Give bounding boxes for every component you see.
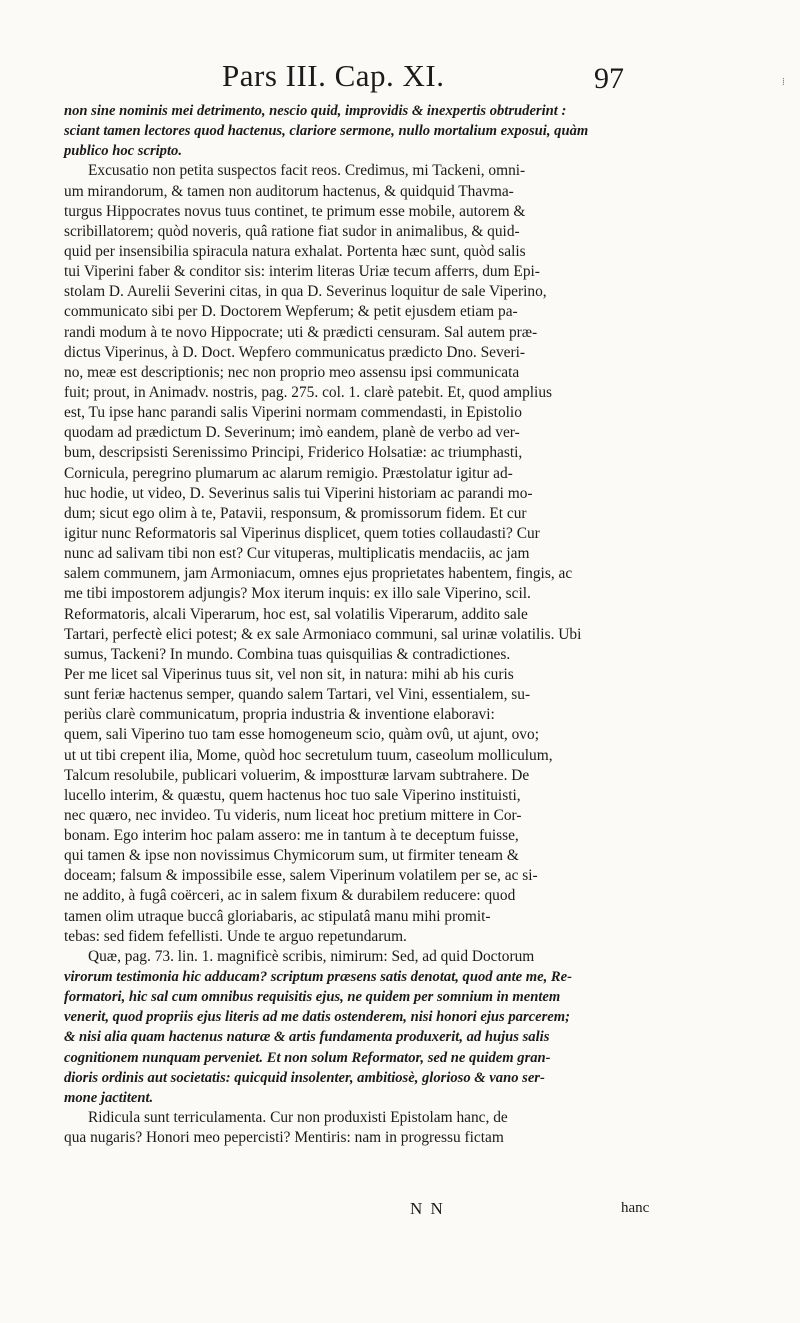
text-line: igitur nunc Reformatoris sal Viperinus displicet, quem toties collaudasti? Cur xyxy=(64,524,540,542)
text-line: bum, descripsisti Serenissimo Principi, Friderico Holsatiæ: ac triumphasti, xyxy=(64,444,523,462)
text-line: Tartari, perfectè elici potest; & ex sale Armoniaco communi, sal urinæ volatilis. Ubi xyxy=(64,625,582,643)
text-line: qui tamen & ipse non novissimus Chymicorum sum, ut firmiter teneam & xyxy=(64,847,519,865)
text-line: um mirandorum, & tamen non auditorum hactenus, & quidquid Thavma- xyxy=(64,182,514,200)
text-line: bonam. Ego interim hoc palam assero: me in tantum à te deceptum fuisse, xyxy=(64,827,519,845)
text-line: Excusatio non petita suspectos facit reos. Credimus, mi Tackeni, omni- xyxy=(88,162,526,180)
page-number: 97 xyxy=(594,62,624,95)
text-line: sunt feriæ hactenus semper, quando salem Tartari, vel Vini, essentialem, su- xyxy=(64,686,531,704)
text-line: & nisi alia quam hactenus naturæ & artis fundamenta produxerit, ad hujus salis xyxy=(64,1029,550,1046)
text-line: qua nugaris? Honori meo pepercisti? Mentiris: nam in progressu fictam xyxy=(64,1129,504,1147)
text-line: dictus Viperinus, à D. Doct. Wepfero communicatus prædicto Dno. Severi- xyxy=(64,343,526,361)
text-body xyxy=(64,101,664,1148)
text-line: ne addito, à fugâ coërceri, ac in salem fixum & durabilem reducere: quod xyxy=(64,887,516,905)
text-line: Talcum resolubile, publicari voluerim, & impostturæ larvam subtrahere. De xyxy=(64,766,530,784)
catchword: hanc xyxy=(621,1200,650,1216)
text-line: est, Tu ipse hanc parandi salis Viperini normam commendasti, in Epistolio xyxy=(64,404,522,422)
text-line: dioris ordinis aut societatis: quicquid insolenter, ambitiosè, glorioso & vano ser- xyxy=(64,1069,545,1086)
text-line: no, meæ est descriptionis; nec non proprio meo assensu ipsi communicata xyxy=(64,363,520,381)
text-line: tui Viperini faber & conditor sis: interim literas Uriæ tecum afferrs, dum Epi- xyxy=(64,263,540,281)
text-line: cognitionem nunquam perveniet. Et non solum Reformator, sed ne quidem gran- xyxy=(64,1049,551,1066)
text-line: quodam ad prædictum D. Severinum; imò eandem, planè de verbo ad ver- xyxy=(64,424,520,442)
text-line: tamen olim utraque buccâ gloriabaris, ac stipulatâ manu mihi promit- xyxy=(64,907,491,925)
text-line: communicato sibi per D. Doctorem Wepferum; & petit ejusdem etiam pa- xyxy=(64,303,518,321)
text-line: turgus Hippocrates novus tuus continet, te primum esse mobile, autorem & xyxy=(64,202,526,220)
signature-mark: N N xyxy=(410,1199,445,1218)
text-line: dum; sicut ego olim à te, Patavii, responsum, & promissorum fidem. Et cur xyxy=(64,504,527,522)
text-line: mone jactitent. xyxy=(64,1089,154,1106)
text-line: Per me licet sal Viperinus tuus sit, vel non sit, in natura: mihi ab his curis xyxy=(64,665,514,683)
text-line: stolam D. Aurelii Severini citas, in qua D. Severinus loquitur de sale Viperino, xyxy=(64,283,547,301)
text-line: lucello interim, & quæstu, quem hactenus hoc tuo sale Viperino instituisti, xyxy=(64,786,521,804)
text-line: non sine nominis mei detrimento, nescio quid, improvidis & inexpertis obtruderint : xyxy=(64,103,567,119)
text-line: nunc ad salivam tibi non est? Cur vituperas, multiplicatis mendaciis, ac jam xyxy=(64,545,530,563)
text-line: virorum testimonia hic adducam? scriptum præsens satis denotat, quod ante me, Re- xyxy=(64,969,572,986)
text-line: periùs clarè communicatum, propria industria & inventione elaboravi: xyxy=(64,706,495,724)
text-line: me tibi impostorem adjungis? Mox iterum inquis: ex illo sale Viperino, scil. xyxy=(64,585,531,603)
text-line: Reformatoris, alcali Viperarum, hoc est, sal volatilis Viperarum, addito sale xyxy=(64,605,528,623)
text-line: ut ut tibi crepent ilia, Mome, quòd hoc secretulum tuum, caseolum molliculum, xyxy=(64,746,553,764)
text-line: Quæ, pag. 73. lin. 1. magnificè scribis, nimirum: Sed, ad quid Doctorum xyxy=(88,947,535,965)
text-line: nec quæro, nec invideo. Tu videris, num liceat hoc pretium mittere in Cor- xyxy=(64,806,522,824)
page-header xyxy=(0,58,800,98)
text-line: scribillatorem; quòd noveris, quâ ratione fiat sudor in animalibus, & quid- xyxy=(64,222,520,240)
text-line: quid per insensibilia spiracula natura exhalat. Portenta hæc sunt, quòd salis xyxy=(64,242,526,260)
text-line: huc hodie, ut video, D. Severinus salis tui Viperini historiam ac parandi mo- xyxy=(64,484,533,502)
running-head: Pars III. Cap. XI. xyxy=(222,58,445,93)
text-line: sciant tamen lectores quod hactenus, clariore sermone, nullo mortalium exposui, quàm xyxy=(64,123,589,140)
text-line: salem communem, jam Armoniacum, omnes ejus proprietates habentem, fingis, ac xyxy=(64,565,573,583)
text-line: doceam; falsum & impossibile esse, salem Viperinum volatilem per se, ac si- xyxy=(64,867,538,885)
text-line: venerit, quod propriis ejus literis ad me datis ostenderem, nisi honori ejus parcerem; xyxy=(64,1009,570,1026)
text-line: quem, sali Viperino tuo tam esse homogeneum scio, quàm ovû, ut ajunt, ovo; xyxy=(64,726,539,744)
text-line: fuit; prout, in Animadv. nostris, pag. 275. col. 1. clarè patebit. Et, quod amplius xyxy=(64,383,553,401)
text-line: Ridicula sunt terriculamenta. Cur non produxisti Epistolam hanc, de xyxy=(88,1109,508,1127)
text-line: Cornicula, peregrino plumarum ac alarum remigio. Præstolatur igitur ad- xyxy=(64,464,513,482)
text-line: publico hoc scripto. xyxy=(64,143,182,160)
text-line: tebas: sed fidem fefellisti. Unde te arguo repetundarum. xyxy=(64,927,407,945)
text-line: formatori, hic sal cum omnibus requisitis ejus, ne quidem per somnium in mentem xyxy=(64,989,561,1006)
edge-marks: ⁞ xyxy=(782,77,785,88)
text-line: randi modum à te novo Hippocrate; uti & prædicti censuram. Sal autem præ- xyxy=(64,323,538,341)
text-line: sumus, Tackeni? In mundo. Combina tuas quisquilias & contradictiones. xyxy=(64,645,511,663)
